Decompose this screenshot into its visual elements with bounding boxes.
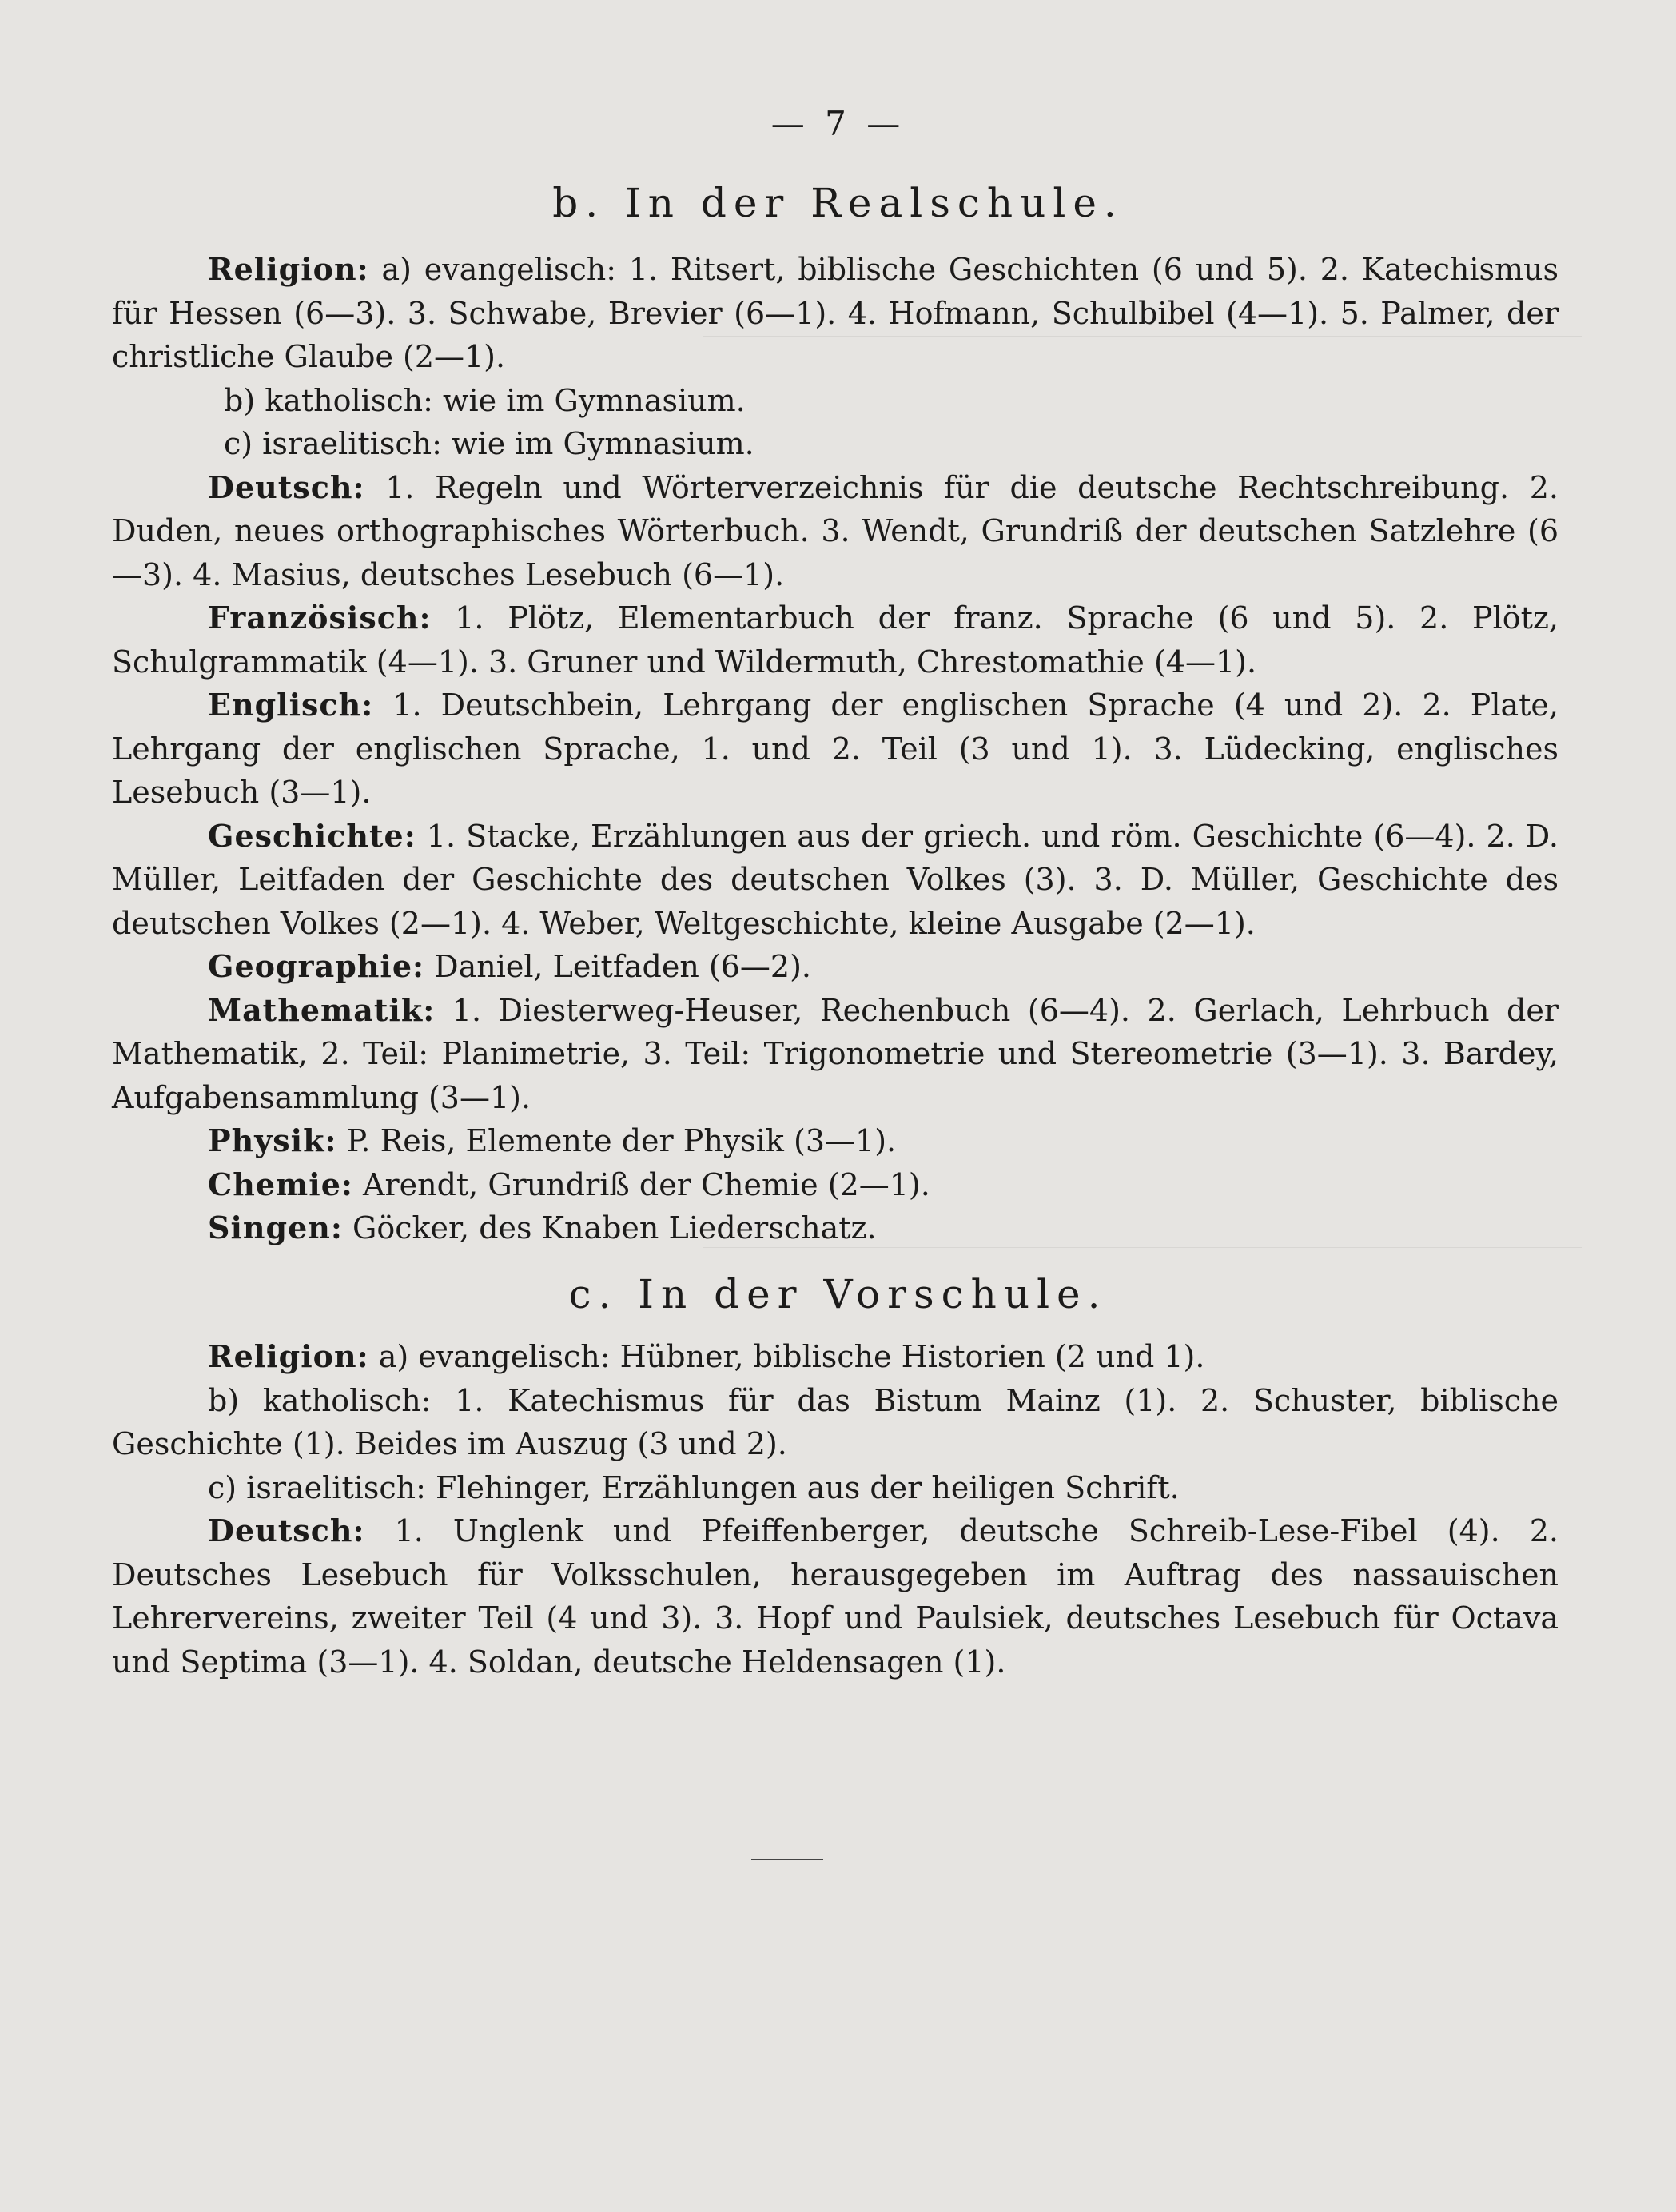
entry-text-religion-evangelisch: a) evangelisch: 1. Ritsert, biblische Geschichten (6 und 5). 2. Katechismus für Hessen (6—3). 3. Schwabe, Brevier (6—1). 4. Hofmann, Schulbibel (4—1). 5. Palmer, der christliche Glaube (2—1). [112, 252, 1559, 374]
entry-mathematik [112, 989, 1559, 1120]
subject-label-franzoesisch: Französisch: [208, 600, 432, 636]
entry-physik [112, 1119, 1559, 1163]
ornamental-divider [751, 1859, 823, 1860]
realschule-section [112, 248, 1559, 1250]
entry-text-chemie: Arendt, Grundriß der Chemie (2—1). [363, 1166, 930, 1202]
entry-vs-religion-israelitisch: c) israelitisch: Flehinger, Erzählungen aus der heiligen Schrift. [208, 1469, 1180, 1505]
entry-religion [112, 248, 1559, 379]
entry-chemie [112, 1163, 1559, 1207]
section-heading-vorschule: c. In der Vorschule. [568, 1271, 1108, 1317]
subject-label-physik: Physik: [208, 1122, 337, 1158]
entry-geographie [112, 945, 1559, 989]
entry-text-deutsch: 1. Regeln und Wörterverzeichnis für die deutsche Rechtschreibung. 2. Duden, neues orthographisches Wörterbuch. 3. Wendt, Grundriß der deutschen Satzlehre (6—3). 4. Masius, deutsches Lesebuch (6—1). [112, 469, 1559, 592]
entry-vs-religion-katholisch: b) katholisch: 1. Katechismus für das Bistum Mainz (1). 2. Schuster, biblische Geschichte (1). Beides im Auszug (3 und 2). [112, 1382, 1559, 1461]
vorschule-section [112, 1335, 1559, 1684]
entry-religion-katholisch: b) katholisch: wie im Gymnasium. [224, 382, 746, 418]
entry-singen [112, 1206, 1559, 1250]
subject-label-geographie: Geographie: [208, 948, 425, 984]
entry-text-englisch: 1. Deutschbein, Lehrgang der englischen Sprache (4 und 2). 2. Plate, Lehrgang der englischen Sprache, 1. und 2. Teil (3 und 1). 3. Lüdecking, englisches Lesebuch (3—1). [112, 688, 1559, 810]
section-heading-realschule: b. In der Realschule. [552, 180, 1124, 226]
page-number: — 7 — [770, 104, 906, 143]
entry-text-franzoesisch: 1. Plötz, Elementarbuch der franz. Sprache (6 und 5). 2. Plötz, Schulgrammatik (4—1). 3. Gruner und Wildermuth, Chrestomathie (4—1). [112, 600, 1559, 680]
entry-vs-deutsch [112, 1509, 1559, 1684]
entry-englisch [112, 684, 1559, 815]
subject-label-vs-religion: Religion: [208, 1338, 369, 1374]
subject-label-englisch: Englisch: [208, 687, 374, 723]
entry-text-vs-deutsch: 1. Unglenk und Pfeiffenberger, deutsche Schreib-Lese-Fibel (4). 2. Deutsches Lesebuch für Volksschulen, herausgegeben im Auftrag des nassauischen Lehrervereins, zweiter Teil (4 und 3). 3. Hopf und Paulsiek, deutsches Lesebuch für Octava und Septima (3—1). 4. Soldan, deutsche Heldensagen (1). [112, 1513, 1559, 1680]
subject-label-deutsch: Deutsch: [208, 468, 365, 505]
entry-deutsch [112, 466, 1559, 597]
entry-text-geographie: Daniel, Leitfaden (6—2). [434, 949, 811, 984]
entry-geschichte [112, 815, 1559, 946]
entry-vs-religion [112, 1335, 1559, 1379]
subject-label-mathematik: Mathematik: [208, 991, 436, 1028]
subject-label-vs-deutsch: Deutsch: [208, 1513, 365, 1548]
entry-franzoesisch [112, 596, 1559, 684]
subject-label-chemie: Chemie: [208, 1166, 353, 1202]
entry-text-vs-religion-evangelisch: a) evangelisch: Hübner, biblische Historien (2 und 1). [378, 1339, 1205, 1374]
subject-label-religion: Religion: [208, 251, 369, 287]
entry-text-physik: P. Reis, Elemente der Physik (3—1). [346, 1123, 897, 1158]
subject-label-singen: Singen: [208, 1210, 343, 1245]
entry-text-geschichte: 1. Stacke, Erzählungen aus der griech. und röm. Geschichte (6—4). 2. D. Müller, Leitfaden der Geschichte des deutschen Volkes (3). 3. D. Müller, Geschichte des deutschen Volkes (2—1). 4. Weber, Weltgeschichte, kleine Ausgabe (2—1). [112, 818, 1559, 941]
entry-text-mathematik: 1. Diesterweg-Heuser, Rechenbuch (6—4). 2. Gerlach, Lehrbuch der Mathematik, 2. Teil: Planimetrie, 3. Teil: Trigonometrie und Stereometrie (3—1). 3. Bardey, Aufgabensammlung (3—1). [112, 992, 1559, 1115]
entry-text-singen: Göcker, des Knaben Liederschatz. [352, 1210, 877, 1245]
subject-label-geschichte: Geschichte: [208, 817, 416, 854]
entry-religion-israelitisch: c) israelitisch: wie im Gymnasium. [224, 426, 754, 461]
